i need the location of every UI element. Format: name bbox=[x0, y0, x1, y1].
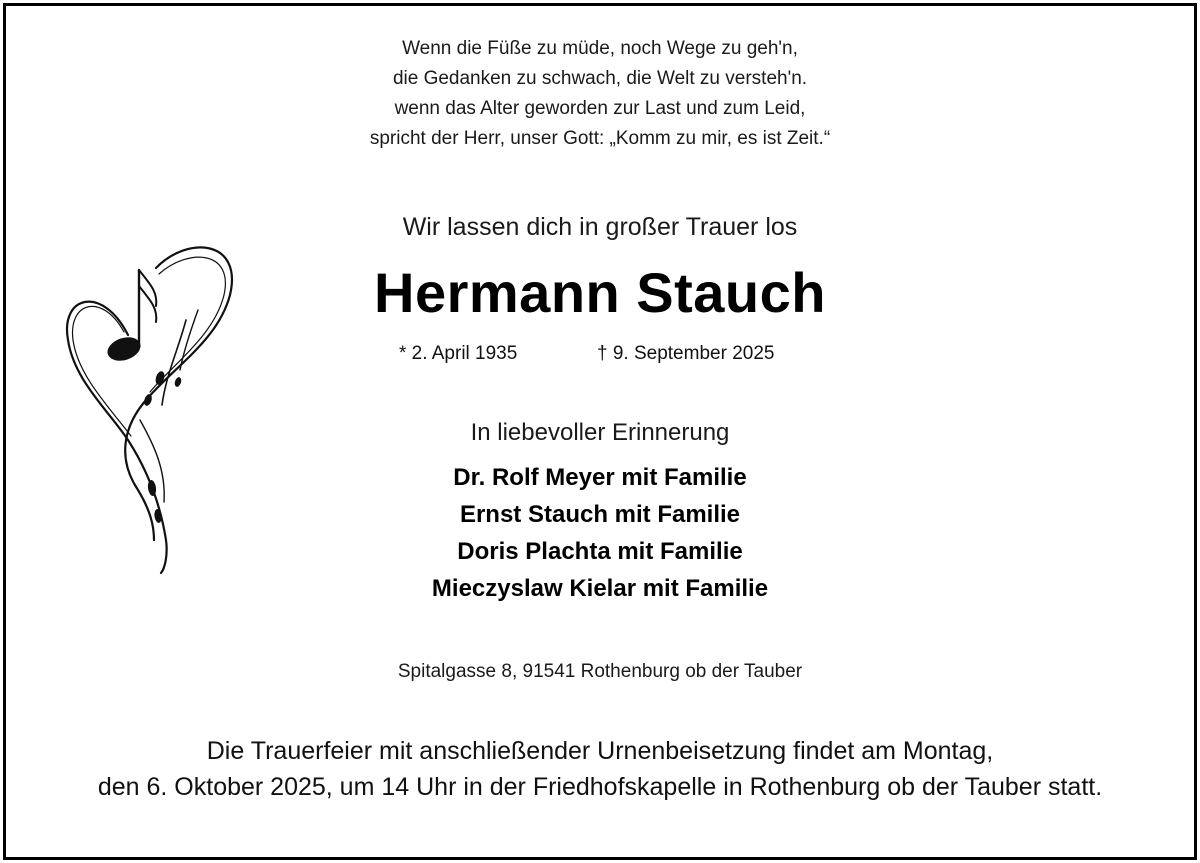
poem-line: die Gedanken zu schwach, die Welt zu versteh'n. bbox=[392, 68, 808, 89]
mourner-name: Dr. Rolf Meyer mit Familie bbox=[453, 464, 747, 491]
poem-line: spricht der Herr, unser Gott: „Komm zu mir, es ist Zeit.“ bbox=[369, 128, 831, 149]
poem-line: wenn das Alter geworden zur Last und zum Leid, bbox=[394, 98, 806, 119]
ceremony-line: Die Trauerfeier mit anschließender Urnenbeisetzung findet am Montag, bbox=[206, 737, 994, 765]
poem bbox=[0, 34, 1200, 154]
mourner-name: Doris Plachta mit Familie bbox=[457, 538, 743, 565]
death-date: † 9. September 2025 bbox=[597, 343, 775, 364]
intro-line: Wir lassen dich in großer Trauer los bbox=[402, 213, 798, 241]
ceremony-announcement bbox=[0, 733, 1200, 805]
birth-date: * 2. April 1935 bbox=[399, 343, 518, 364]
address-line: Spitalgasse 8, 91541 Rothenburg ob der Tauber bbox=[397, 661, 803, 682]
mourner-name: Ernst Stauch mit Familie bbox=[459, 501, 741, 528]
memory-line: In liebevoller Erinnerung bbox=[470, 419, 730, 446]
ceremony-line: den 6. Oktober 2025, um 14 Uhr in der Friedhofskapelle in Rothenburg ob der Tauber statt. bbox=[97, 773, 1103, 801]
deceased-name: Hermann Stauch bbox=[374, 261, 826, 324]
music-note-heart-icon bbox=[58, 240, 248, 575]
poem-line: Wenn die Füße zu müde, noch Wege zu geh'n, bbox=[402, 38, 798, 59]
mourner-name: Mieczyslaw Kielar mit Familie bbox=[431, 575, 769, 602]
